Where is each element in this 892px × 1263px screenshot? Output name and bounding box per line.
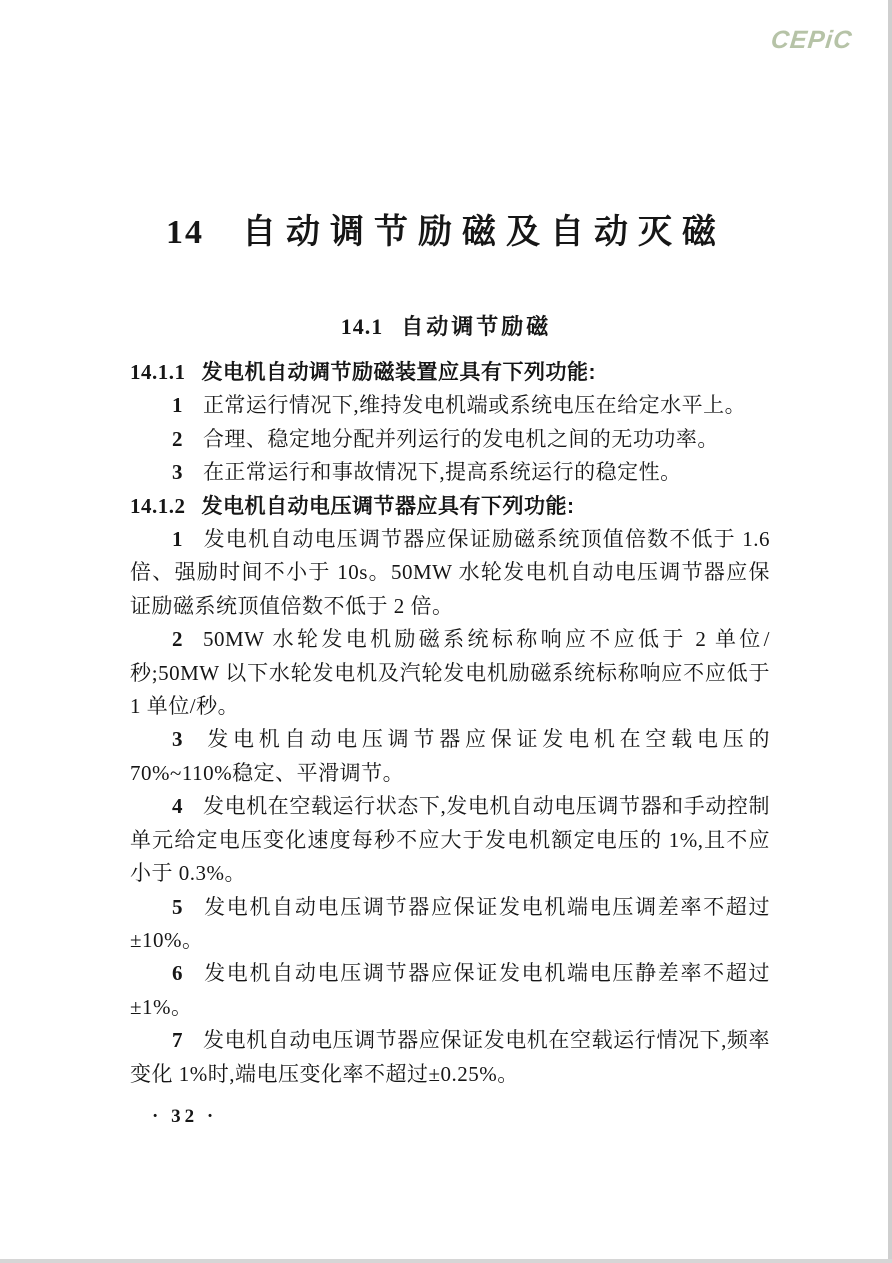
item-number: 5: [172, 894, 183, 919]
clause-item: [130, 623, 770, 723]
clause-heading-text: 发电机自动调节励磁装置应具有下列功能:: [201, 361, 596, 384]
clause-item: [130, 723, 770, 790]
clause-item: [130, 790, 770, 890]
scan-edge-bottom: [0, 1259, 892, 1263]
item-number: 1: [172, 527, 183, 552]
section-title: [0, 310, 892, 341]
chapter-title: [0, 204, 892, 253]
clause-item: [130, 523, 770, 623]
item-text: 发电机自动电压调节器应保证励磁系统顶值倍数不低于 1.6 倍、强励时间不小于 10s。50MW 水轮发电机自动电压调节器应保证励磁系统顶值倍数不低于 2 倍。: [130, 527, 770, 618]
item-number: 2: [172, 627, 183, 652]
cepic-logo: CEPiC: [769, 26, 854, 54]
section-title-text: 自动调节励磁: [401, 314, 552, 339]
item-text: 合理、稳定地分配并列运行的发电机之间的无功功率。: [202, 426, 719, 451]
scan-edge-right: [888, 0, 892, 1263]
clause-item: [130, 389, 770, 422]
clause-item: [130, 957, 770, 1024]
item-text: 发电机自动电压调节器应保证发电机端电压调差率不超过±10%。: [130, 894, 770, 952]
item-number: 3: [172, 460, 183, 485]
item-number: 1: [172, 393, 183, 418]
item-number: 4: [172, 794, 183, 819]
clause-item: [130, 456, 770, 489]
item-text: 发电机在空载运行状态下,发电机自动电压调节器和手动控制单元给定电压变化速度每秒不应大于发电机额定电压的 1%,且不应小于 0.3%。: [130, 794, 770, 886]
section-number: 14.1: [340, 314, 384, 339]
item-number: 2: [172, 426, 183, 451]
clause-heading-14-1-1: [130, 356, 770, 389]
item-number: 6: [172, 961, 183, 986]
item-text: 发电机自动电压调节器应保证发电机在空载运行情况下,频率变化 1%时,端电压变化率不超过±0.25%。: [130, 1028, 770, 1086]
chapter-number: 14: [166, 214, 204, 251]
clause-item: [130, 1024, 770, 1091]
chapter-title-text: 自动调节励磁及自动灭磁: [242, 213, 726, 251]
clause-number: 14.1.2: [130, 493, 186, 518]
item-text: 50MW 水轮发电机励磁系统标称响应不应低于 2 单位/秒;50MW 以下水轮发电机及汽轮发电机励磁系统标称响应不应低于 1 单位/秒。: [130, 627, 770, 719]
clause-number: 14.1.1: [130, 360, 186, 384]
item-text: 发电机自动电压调节器应保证发电机在空载电压的 70%~110%稳定、平滑调节。: [130, 727, 770, 785]
clause-heading-text: 发电机自动电压调节器应具有下列功能:: [201, 494, 575, 518]
clause-item: [130, 891, 770, 958]
item-text: 正常运行情况下,维持发电机端或系统电压在给定水平上。: [202, 393, 747, 418]
page-number: · 32 ·: [152, 1105, 218, 1127]
clause-heading-14-1-2: [130, 490, 770, 523]
item-text: 发电机自动电压调节器应保证发电机端电压静差率不超过±1%。: [130, 961, 770, 1019]
item-number: 7: [172, 1028, 183, 1053]
item-number: 3: [172, 727, 183, 752]
clause-item: [130, 423, 770, 456]
document-body: [130, 356, 770, 1133]
item-text: 在正常运行和事故情况下,提高系统运行的稳定性。: [202, 460, 682, 485]
